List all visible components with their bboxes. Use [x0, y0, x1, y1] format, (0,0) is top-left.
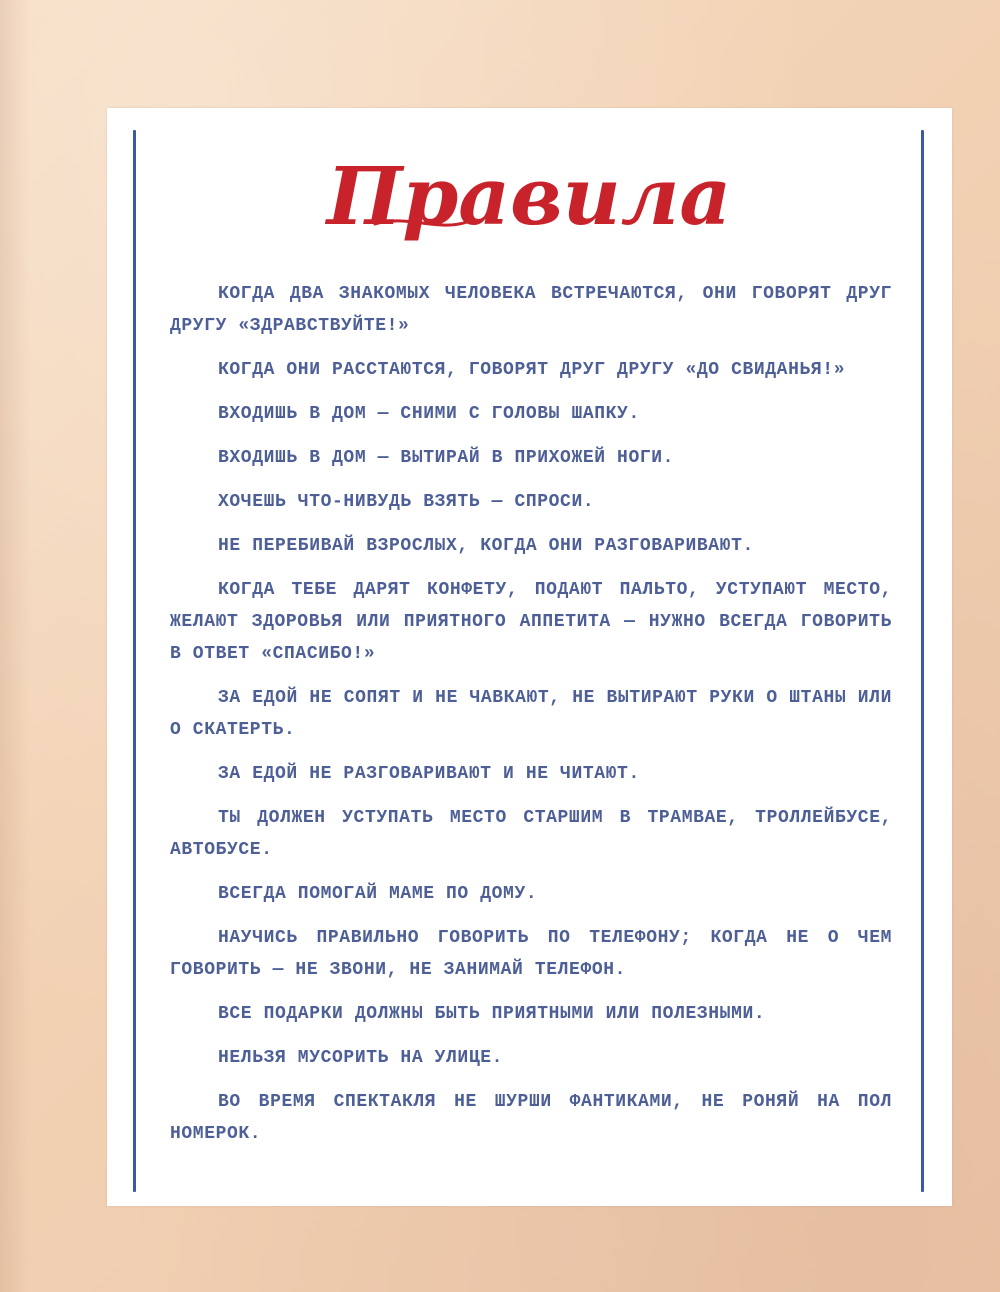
rule-item: ВСЕГДА ПОМОГАЙ МАМЕ ПО ДОМУ.	[218, 884, 538, 904]
page-title-container	[107, 136, 952, 246]
rule-item: ВО ВРЕМЯ СПЕКТАКЛЯ НЕ ШУРШИ ФАНТИКАМИ, НЕ РОНЯЙ НА ПОЛ НОМЕРОК.	[170, 1092, 892, 1144]
rule-item: ВСЕ ПОДАРКИ ДОЛЖНЫ БЫТЬ ПРИЯТНЫМИ ИЛИ ПОЛЕЗНЫМИ.	[218, 1004, 766, 1024]
rule-item: ЗА ЕДОЙ НЕ РАЗГОВАРИВАЮТ И НЕ ЧИТАЮТ.	[218, 764, 640, 784]
left-border-line	[133, 130, 136, 1192]
rule-item: ЗА ЕДОЙ НЕ СОПЯТ И НЕ ЧАВКАЮТ, НЕ ВЫТИРАЮТ РУКИ О ШТАНЫ ИЛИ О СКАТЕРТЬ.	[170, 688, 892, 740]
page-title-svg	[107, 136, 952, 246]
rule-item: КОГДА ОНИ РАССТАЮТСЯ, ГОВОРЯТ ДРУГ ДРУГУ «ДО СВИДАНЬЯ!»	[218, 360, 846, 380]
rule-item: ВХОДИШЬ В ДОМ — ВЫТИРАЙ В ПРИХОЖЕЙ НОГИ.	[218, 448, 675, 468]
rule-item: ТЫ ДОЛЖЕН УСТУПАТЬ МЕСТО СТАРШИМ В ТРАМВАЕ, ТРОЛЛЕЙБУСЕ, АВТОБУСЕ.	[170, 808, 892, 860]
rule-item: ХОЧЕШЬ ЧТО-НИВУДЬ ВЗЯТЬ — СПРОСИ.	[218, 492, 595, 512]
page-spine-shadow	[0, 0, 30, 1292]
right-border-line	[921, 130, 924, 1192]
rule-item: КОГДА ДВА ЗНАКОМЫХ ЧЕЛОВЕКА ВСТРЕЧАЮТСЯ, ОНИ ГОВОРЯТ ДРУГ ДРУГУ «ЗДРАВСТВУЙТЕ!»	[170, 284, 892, 336]
rules-card	[107, 108, 952, 1206]
rule-item: НЕЛЬЗЯ МУСОРИТЬ НА УЛИЦЕ.	[218, 1048, 504, 1068]
rule-item: КОГДА ТЕБЕ ДАРЯТ КОНФЕТУ, ПОДАЮТ ПАЛЬТО, УСТУПАЮТ МЕСТО, ЖЕЛАЮТ ЗДОРОВЬЯ ИЛИ ПРИЯТНОГО АППЕТИТА — НУЖНО ВСЕГДА ГОВОРИТЬ В ОТВЕТ «СПАСИБО!»	[170, 580, 892, 664]
page-title: Правила	[326, 149, 732, 243]
rule-item: ВХОДИШЬ В ДОМ — СНИМИ С ГОЛОВЫ ШАПКУ.	[218, 404, 640, 424]
rule-item: НЕ ПЕРЕБИВАЙ ВЗРОСЛЫХ, КОГДА ОНИ РАЗГОВАРИВАЮТ.	[218, 536, 754, 556]
rule-item: НАУЧИСЬ ПРАВИЛЬНО ГОВОРИТЬ ПО ТЕЛЕФОНУ; КОГДА НЕ О ЧЕМ ГОВОРИТЬ — НЕ ЗВОНИ, НЕ ЗАНИМАЙ ТЕЛЕФОН.	[170, 928, 892, 980]
rules-list	[170, 278, 892, 1162]
